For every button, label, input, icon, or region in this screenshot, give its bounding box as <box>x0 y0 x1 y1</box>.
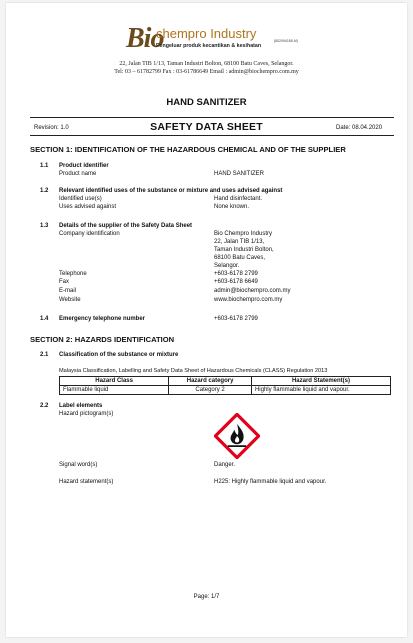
company-identification-line: Taman Industri Bolton, <box>214 247 274 253</box>
header-rule-top <box>30 117 394 118</box>
company-logo-name: chempro Industry <box>156 26 257 41</box>
telephone-value: +603-6178 2799 <box>214 271 258 277</box>
company-contact: Tel: 03 – 61782799 Fax : 03-61786649 Email : admin@biochempro.com.my <box>114 69 299 75</box>
identified-uses-value: Hand disinfectant. <box>214 196 263 202</box>
company-logo-mark: Bio <box>126 23 164 54</box>
table-row <box>60 386 391 395</box>
product-name-label: Product name <box>59 171 97 177</box>
table-cell: Highly flammable liquid and vapour. <box>251 386 390 395</box>
hazard-classification-table <box>59 376 391 395</box>
section-1-1-number: 1.1 <box>40 163 49 169</box>
identified-uses-label: Identified use(s) <box>59 196 102 202</box>
company-identification-label: Company identification <box>59 231 120 237</box>
company-reg-number: (802094185-M) <box>274 39 298 43</box>
company-identification-line: Selangor. <box>214 263 240 269</box>
document-page <box>6 3 407 637</box>
uses-advised-against-label: Uses advised against <box>59 204 117 210</box>
header-rule-bottom <box>30 135 394 136</box>
company-address: 22, Jalan TIB 1/13, Taman Industri Bolton, 68100 Batu Caves, Selangor. <box>119 61 294 67</box>
signal-word-value: Danger. <box>214 462 236 468</box>
company-identification-line: Bio Chempro Industry <box>214 231 273 237</box>
table-header-row <box>60 377 391 386</box>
email-label: E-mail <box>59 288 77 294</box>
product-name-value: HAND SANITIZER <box>214 171 265 177</box>
section-1-3-number: 1.3 <box>40 223 49 229</box>
section-1-2-number: 1.2 <box>40 188 49 194</box>
page-number: Page: 1/7 <box>193 594 220 600</box>
sheet-title: SAFETY DATA SHEET <box>150 121 263 133</box>
table-header-cell: Hazard category <box>169 377 252 386</box>
fax-label: Fax <box>59 279 70 285</box>
section-2-heading: SECTION 2: HAZARDS IDENTIFICATION <box>30 335 175 344</box>
section-2-1-title: Classification of the substance or mixture <box>59 352 179 358</box>
fax-value: +603-6178 6649 <box>214 279 258 285</box>
section-1-heading: SECTION 1: IDENTIFICATION OF THE HAZARDOUS CHEMICAL AND OF THE SUPPLIER <box>30 145 346 154</box>
company-tagline: Pengeluar produk kecantikan & kesihatan <box>156 43 262 49</box>
company-identification-line: 68100 Batu Caves, <box>214 255 266 261</box>
section-1-3-title: Details of the supplier of the Safety Data Sheet <box>59 223 193 229</box>
section-1-2-title: Relevant identified uses of the substance or mixture and uses advised against <box>59 188 283 194</box>
table-cell: Flammable liquid <box>60 386 169 395</box>
website-value: www.biochempro.com.my <box>214 297 283 303</box>
pictogram-label: Hazard pictogram(s) <box>59 411 114 417</box>
document-date: Date: 08.04.2020 <box>336 125 383 131</box>
table-header-cell: Hazard Statement(s) <box>251 377 390 386</box>
section-1-4-number: 1.4 <box>40 316 49 322</box>
table-cell: Category 2 <box>169 386 252 395</box>
hazard-statement-label: Hazard statement(s) <box>59 479 114 485</box>
company-identification-line: 22, Jalan TIB 1/13, <box>214 239 265 245</box>
section-1-1-title: Product identifier <box>59 163 109 169</box>
table-header-cell: Hazard Class <box>60 377 169 386</box>
hazard-statement-value: H225: Highly flammable liquid and vapour. <box>214 479 327 485</box>
regulation-text: Malaysia Classification, Labelling and Safety Data Sheet of Hazardous Chemicals (CLASS) Regulation 2013 <box>59 368 328 374</box>
flame-ghs02-icon <box>214 413 260 459</box>
telephone-label: Telephone <box>59 271 87 277</box>
section-2-2-number: 2.2 <box>40 403 49 409</box>
emergency-phone-value: +603-6178 2799 <box>214 316 258 322</box>
product-title: HAND SANITIZER <box>166 97 247 108</box>
section-2-2-title: Label elements <box>59 403 103 409</box>
section-2-1-number: 2.1 <box>40 352 49 358</box>
uses-advised-against-value: None known. <box>214 204 250 210</box>
revision-label: Revision: 1.0 <box>34 125 69 131</box>
website-label: Website <box>59 297 81 303</box>
email-value: admin@biochempro.com.my <box>214 288 291 294</box>
section-1-4-title: Emergency telephone number <box>59 316 146 322</box>
signal-word-label: Signal word(s) <box>59 462 98 468</box>
